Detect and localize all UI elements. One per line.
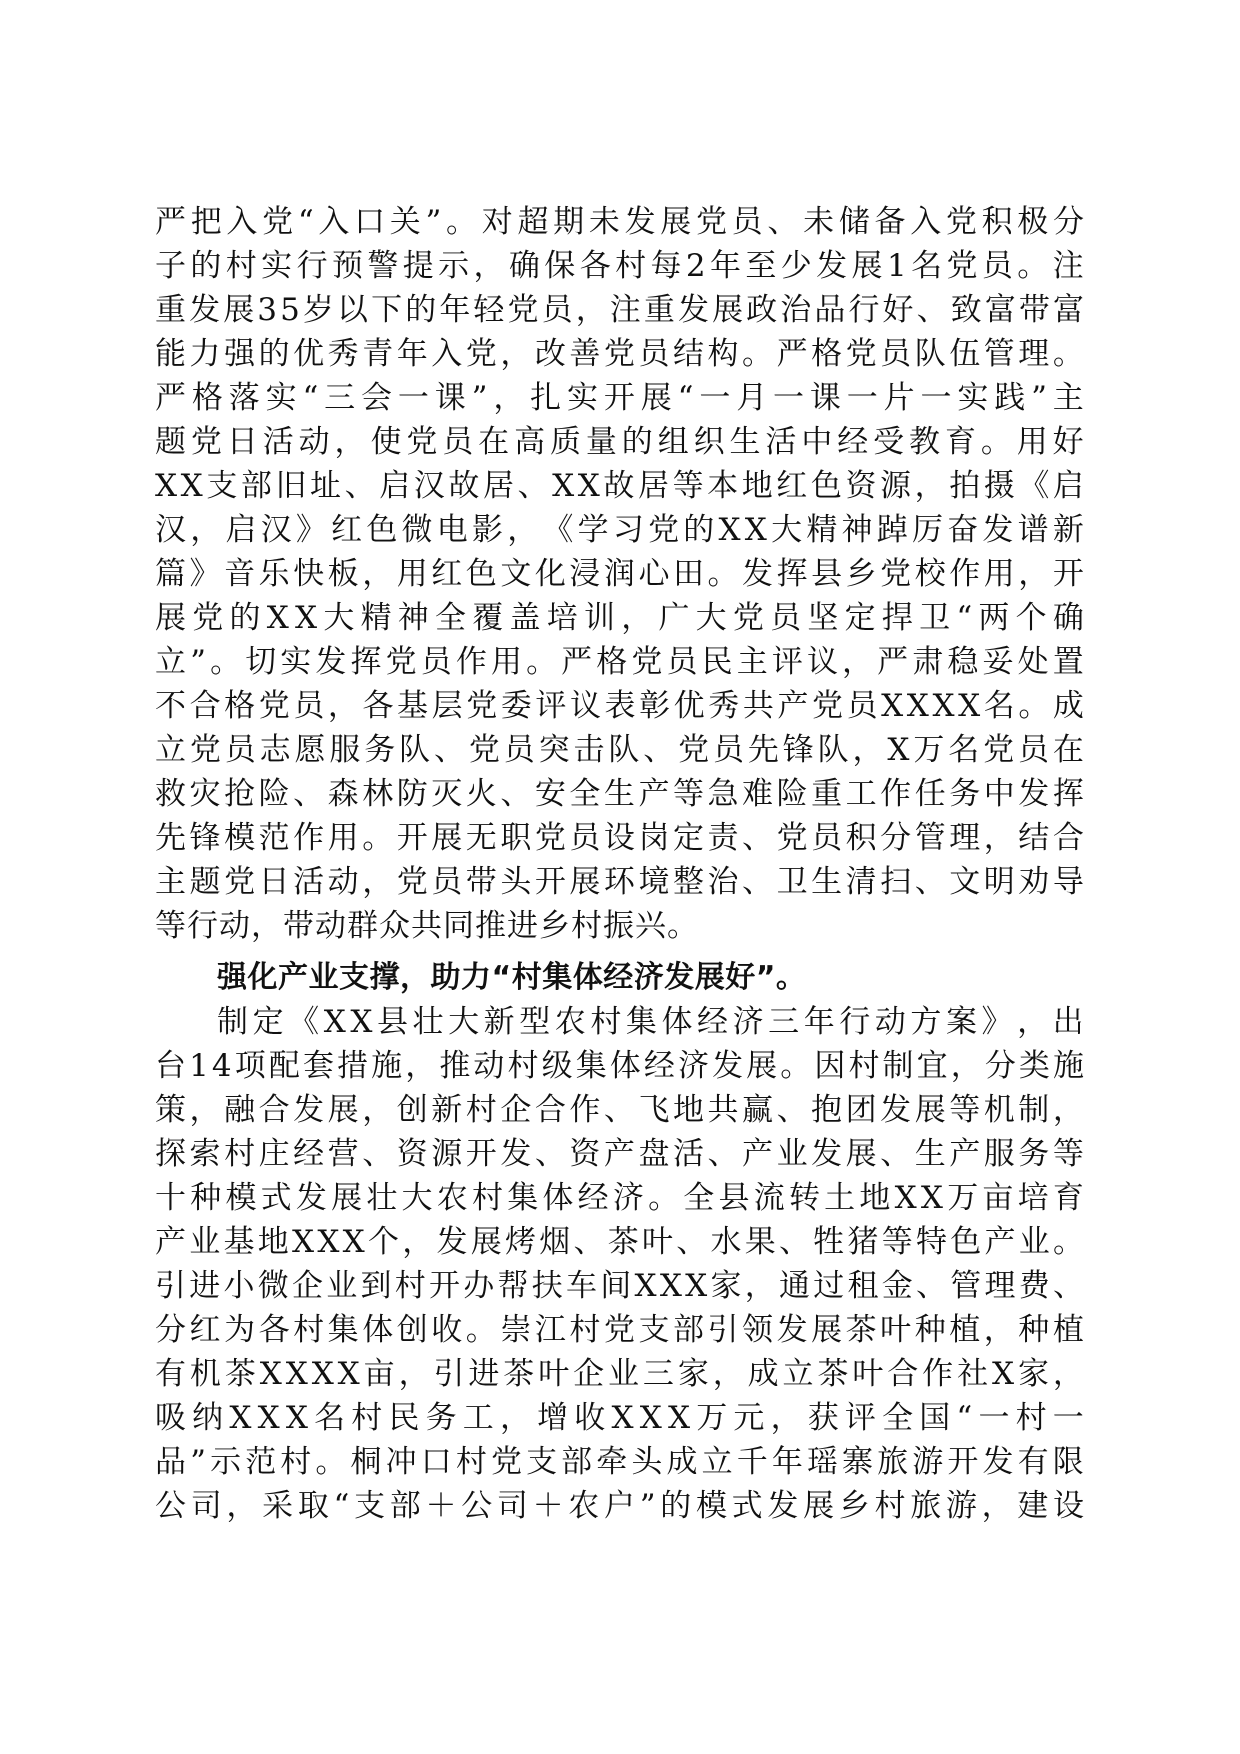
text-line: 主 题 党 日 活 动 ， 党 员 带 头 开 展 环 境 整 治 、 卫 生 清 扫 、 文 明 劝 导 (155, 864, 1085, 900)
text-line: 立 ” 。 切 实 发 挥 党 员 作 用 。 严 格 党 员 民 主 评 议 ， 严 肃 稳 妥 处 置 (155, 644, 1085, 680)
text-line: 等行动，带动群众共同推进乡村振兴。 (155, 908, 699, 944)
text-line: 品 ” 示 范 村 。 桐 冲 口 村 党 支 部 牵 头 成 立 千 年 瑶 寨 旅 游 开 发 有 限 (155, 1444, 1085, 1480)
text-line: 严 把 入 党 “ 入 口 关 ” 。 对 超 期 未 发 展 党 员 、 未 储 备 入 党 积 极 分 (155, 204, 1085, 240)
text-line: 先 锋 模 范 作 用 。 开 展 无 职 党 员 设 岗 定 责 、 党 员 积 分 管 理 ， 结 合 (155, 820, 1085, 856)
text-line: 台 1 4 项 配 套 措 施 ， 推 动 村 级 集 体 经 济 发 展 。 因 村 制 宜 ， 分 类 施 (155, 1048, 1085, 1084)
text-line: 有 机 茶 X X X X 亩 ， 引 进 茶 叶 企 业 三 家 ， 成 立 茶 叶 合 作 社 X 家 ， (155, 1356, 1085, 1392)
text-line: 探 索 村 庄 经 营 、 资 源 开 发 、 资 产 盘 活 、 产 业 发 展 、 生 产 服 务 等 (155, 1136, 1085, 1172)
paragraph-party-members (155, 200, 1085, 948)
text-line: 题 党 日 活 动 ， 使 党 员 在 高 质 量 的 组 织 生 活 中 经 受 教 育 。 用 好 (155, 424, 1085, 460)
text-line: 吸 纳 X X X 名 村 民 务 工 ， 增 收 X X X 万 元 ， 获 评 全 国 “ 一 村 一 (155, 1400, 1085, 1436)
text-line: 子 的 村 实 行 预 警 提 示 ， 确 保 各 村 每 2 年 至 少 发 展 1 名 党 员 。 注 (155, 248, 1085, 284)
text-line: 重 发 展 3 5 岁 以 下 的 年 轻 党 员 ， 注 重 发 展 政 治 品 行 好 、 致 富 带 富 (155, 292, 1085, 328)
text-line: 汉 ， 启 汉 》 红 色 微 电 影 ， 《 学 习 党 的 X X 大 精 神 踔 厉 奋 发 谱 新 (155, 512, 1085, 548)
text-line: 制 定 《 X X 县 壮 大 新 型 农 村 集 体 经 济 三 年 行 动 方 案 》 ， 出 (217, 1004, 1085, 1040)
text-line: 公 司 ， 采 取 “ 支 部 ＋ 公 司 ＋ 农 户 ” 的 模 式 发 展 乡 村 旅 游 ， 建 设 (155, 1488, 1085, 1524)
text-line: 引 进 小 微 企 业 到 村 开 办 帮 扶 车 间 X X X 家 ， 通 过 租 金 、 管 理 费 、 (155, 1268, 1085, 1304)
text-line: 严 格 落 实 “ 三 会 一 课 ” ， 扎 实 开 展 “ 一 月 一 课 一 片 一 实 践 ” 主 (155, 380, 1085, 416)
text-line: 展 党 的 X X 大 精 神 全 覆 盖 培 训 ， 广 大 党 员 坚 定 捍 卫 “ 两 个 确 (155, 600, 1085, 636)
section-heading: 强化产业支撑，助力“村集体经济发展好”。 (217, 960, 807, 995)
text-line: X X 支 部 旧 址 、 启 汉 故 居 、 X X 故 居 等 本 地 红 色 资 源 ， 拍 摄 《 启 (155, 468, 1085, 504)
paragraph-collective-economy (155, 1000, 1085, 1528)
text-line: 救 灾 抢 险 、 森 林 防 灭 火 、 安 全 生 产 等 急 难 险 重 工 作 任 务 中 发 挥 (155, 776, 1085, 812)
text-line: 能 力 强 的 优 秀 青 年 入 党 ， 改 善 党 员 结 构 。 严 格 党 员 队 伍 管 理 。 (155, 336, 1085, 372)
document-body (155, 200, 1085, 1528)
text-line: 立 党 员 志 愿 服 务 队 、 党 员 突 击 队 、 党 员 先 锋 队 ， X 万 名 党 员 在 (155, 732, 1085, 768)
text-line: 策 ， 融 合 发 展 ， 创 新 村 企 合 作 、 飞 地 共 赢 、 抱 团 发 展 等 机 制 ， (155, 1092, 1085, 1128)
text-line: 不 合 格 党 员 ， 各 基 层 党 委 评 议 表 彰 优 秀 共 产 党 员 X X X X 名 。 成 (155, 688, 1085, 724)
text-line: 分 红 为 各 村 集 体 创 收 。 崇 江 村 党 支 部 引 领 发 展 茶 叶 种 植 ， 种 植 (155, 1312, 1085, 1348)
text-line: 产 业 基 地 X X X 个 ， 发 展 烤 烟 、 茶 叶 、 水 果 、 牲 猪 等 特 色 产 业 。 (155, 1224, 1085, 1260)
text-line: 十 种 模 式 发 展 壮 大 农 村 集 体 经 济 。 全 县 流 转 土 地 X X 万 亩 培 育 (155, 1180, 1085, 1216)
text-line: 篇 》 音 乐 快 板 ， 用 红 色 文 化 浸 润 心 田 。 发 挥 县 乡 党 校 作 用 ， 开 (155, 556, 1085, 592)
